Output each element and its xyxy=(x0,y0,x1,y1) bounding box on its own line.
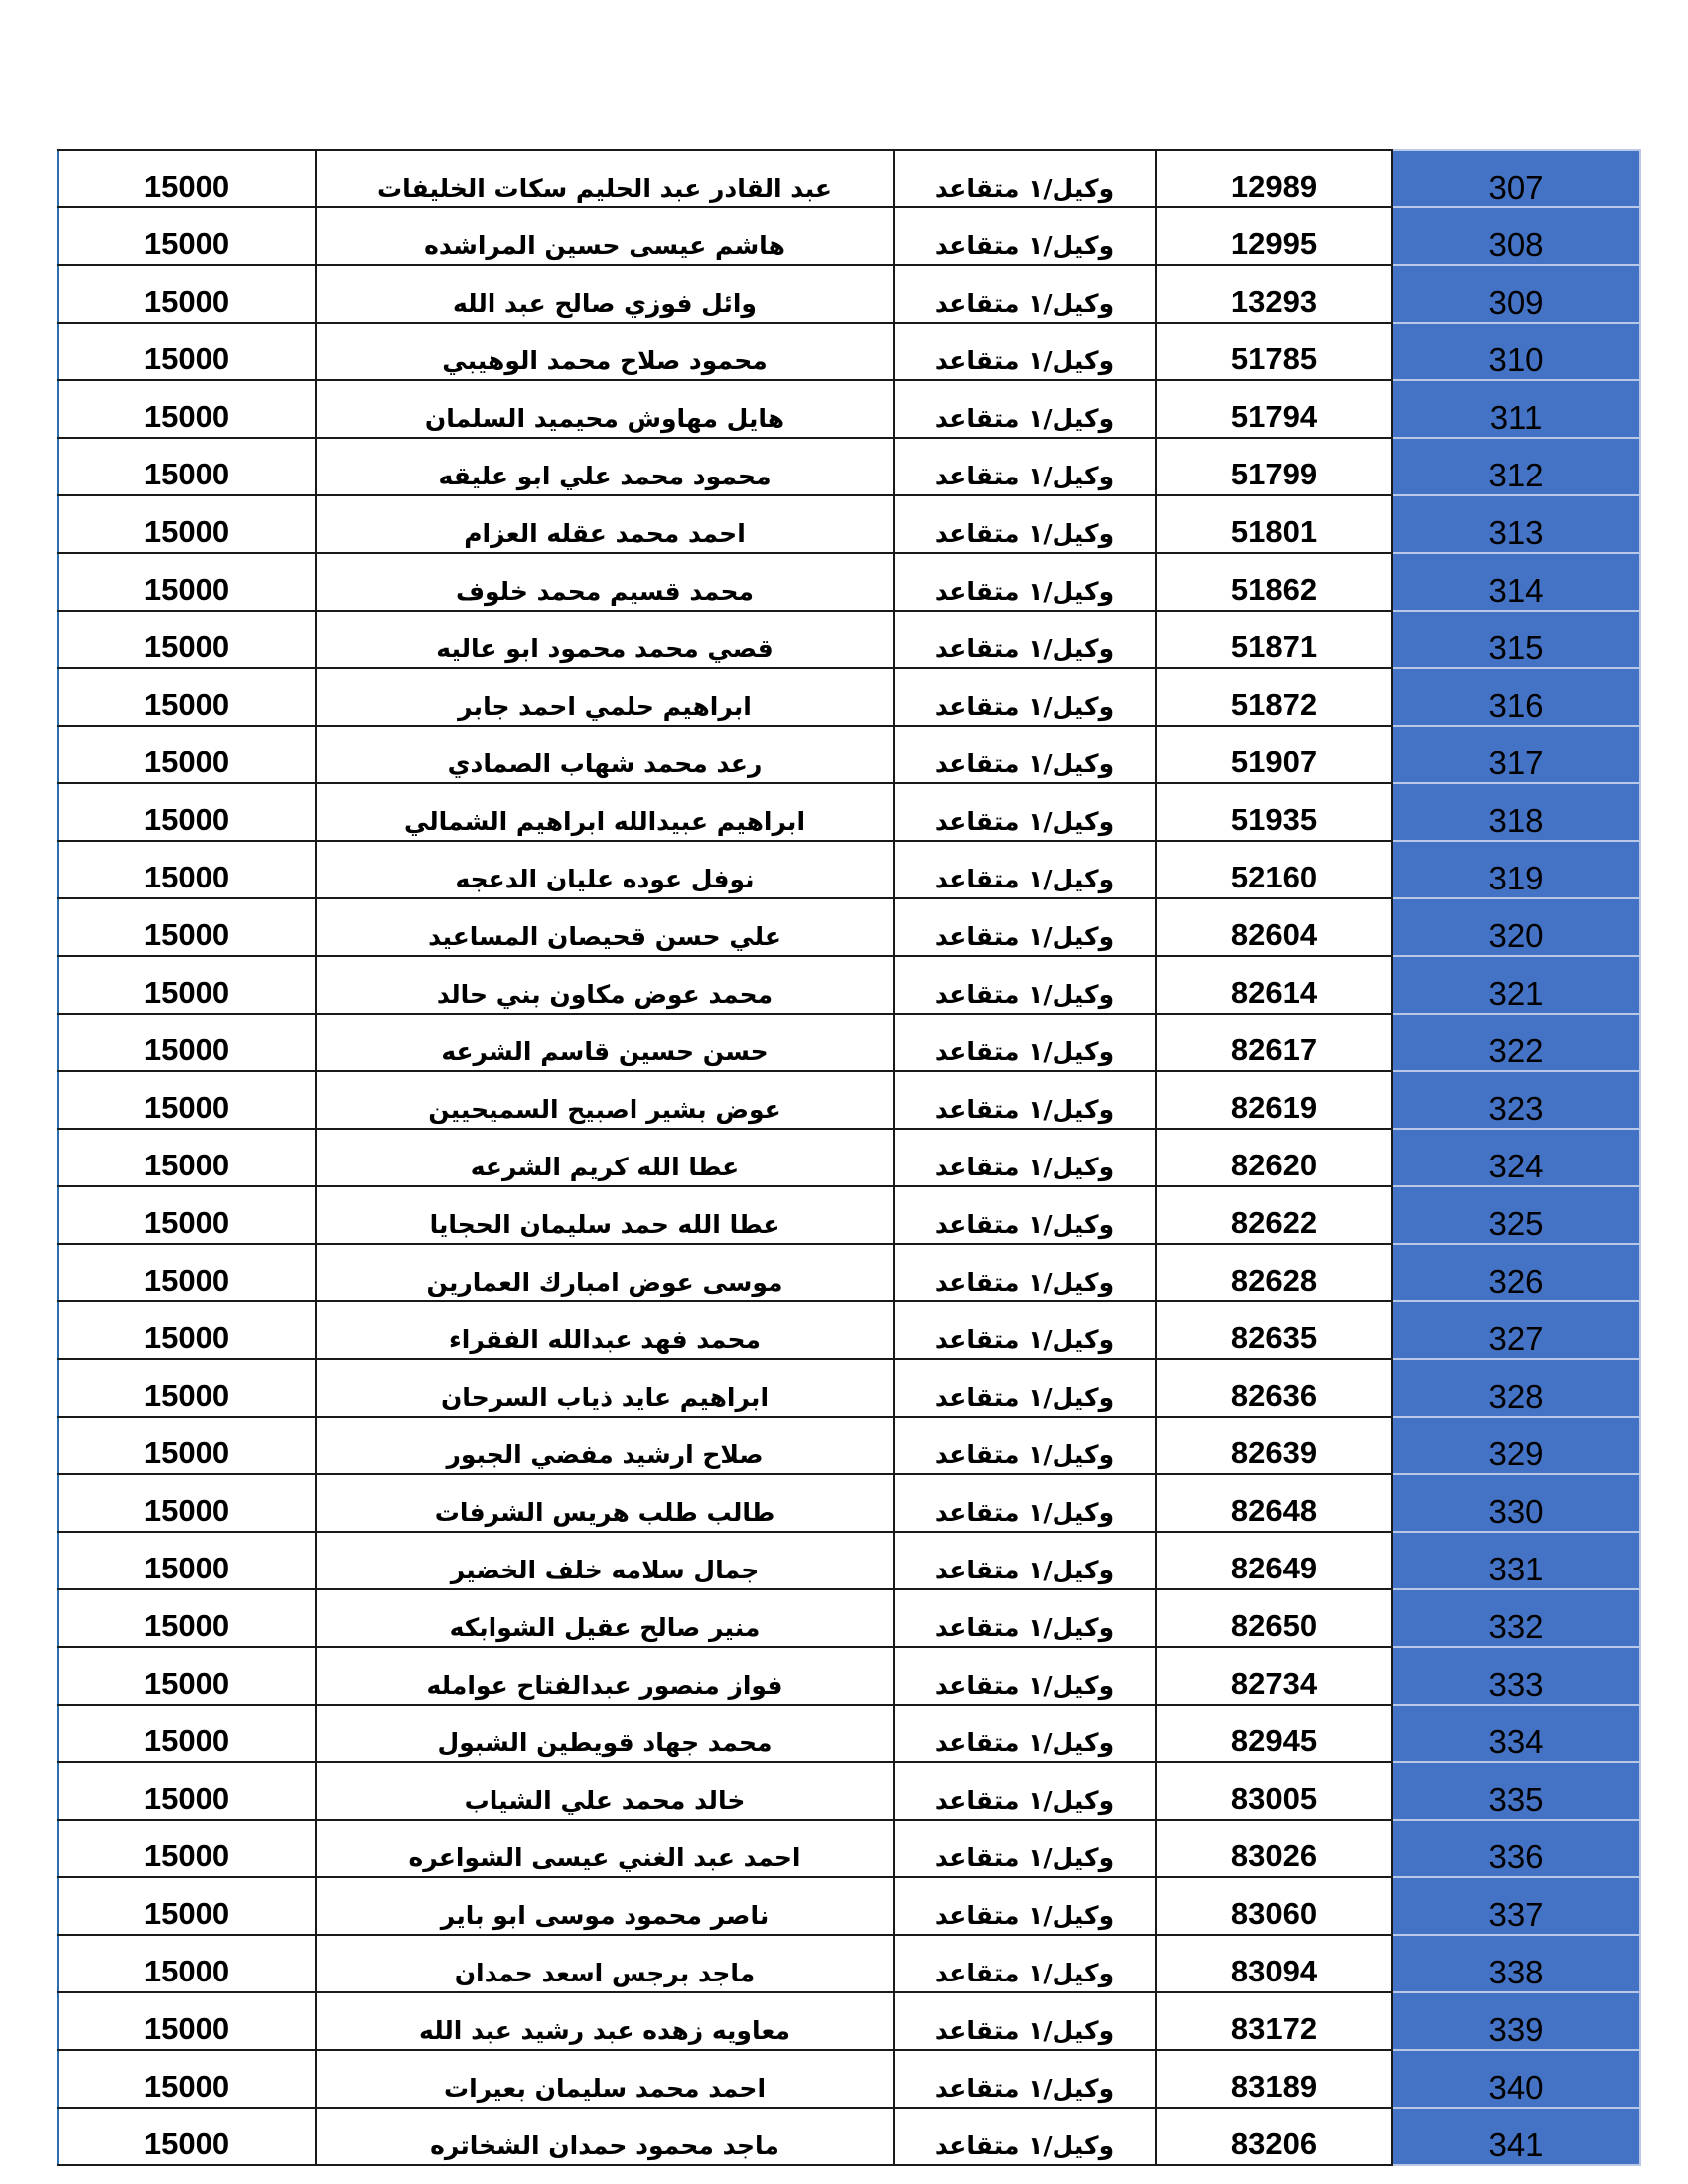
name-cell: موسى عوض امبارك العمارين xyxy=(316,1244,894,1301)
sequence-number-cell: 313 xyxy=(1392,495,1640,553)
rank-cell: وكيل/١ متقاعد xyxy=(894,1877,1156,1935)
sequence-number-cell: 320 xyxy=(1392,898,1640,956)
name-cell: ناصر محمود موسى ابو باير xyxy=(316,1877,894,1935)
name-cell: وائل فوزي صالح عبد الله xyxy=(316,265,894,323)
rank-cell: وكيل/١ متقاعد xyxy=(894,1071,1156,1129)
sequence-number-cell: 307 xyxy=(1392,150,1640,207)
amount-cell: 15000 xyxy=(58,150,316,207)
name-cell: عوض بشير اصبيح السميحيين xyxy=(316,1071,894,1129)
name-cell: محمد عوض مكاون بني حالد xyxy=(316,956,894,1014)
sequence-number-cell: 337 xyxy=(1392,1877,1640,1935)
sequence-number-cell: 319 xyxy=(1392,841,1640,898)
rank-cell: وكيل/١ متقاعد xyxy=(894,1474,1156,1532)
rank-cell: وكيل/١ متقاعد xyxy=(894,1244,1156,1301)
id-number-cell: 83005 xyxy=(1156,1762,1392,1820)
id-number-cell: 83189 xyxy=(1156,2050,1392,2108)
amount-cell: 15000 xyxy=(58,1877,316,1935)
rank-cell: وكيل/١ متقاعد xyxy=(894,1301,1156,1359)
table-row xyxy=(58,1071,1640,1129)
table-row xyxy=(58,207,1640,265)
sequence-number-cell: 324 xyxy=(1392,1129,1640,1186)
id-number-cell: 51907 xyxy=(1156,726,1392,783)
sequence-number-cell: 339 xyxy=(1392,1992,1640,2050)
sequence-number-cell: 323 xyxy=(1392,1071,1640,1129)
rank-cell: وكيل/١ متقاعد xyxy=(894,1820,1156,1877)
rank-cell: وكيل/١ متقاعد xyxy=(894,438,1156,495)
amount-cell: 15000 xyxy=(58,323,316,380)
id-number-cell: 82650 xyxy=(1156,1589,1392,1647)
table-row xyxy=(58,1935,1640,1992)
name-cell: احمد عبد الغني عيسى الشواعره xyxy=(316,1820,894,1877)
table-row xyxy=(58,553,1640,611)
table-row xyxy=(58,1589,1640,1647)
name-cell: ماجد برجس اسعد حمدان xyxy=(316,1935,894,1992)
id-number-cell: 82648 xyxy=(1156,1474,1392,1532)
id-number-cell: 52160 xyxy=(1156,841,1392,898)
sequence-number-cell: 317 xyxy=(1392,726,1640,783)
sequence-number-cell: 316 xyxy=(1392,668,1640,726)
id-number-cell: 82639 xyxy=(1156,1417,1392,1474)
table-row xyxy=(58,1877,1640,1935)
table-row xyxy=(58,265,1640,323)
name-cell: خالد محمد علي الشياب xyxy=(316,1762,894,1820)
id-number-cell: 82604 xyxy=(1156,898,1392,956)
sequence-number-cell: 321 xyxy=(1392,956,1640,1014)
rank-cell: وكيل/١ متقاعد xyxy=(894,1647,1156,1705)
amount-cell: 15000 xyxy=(58,1589,316,1647)
id-number-cell: 83026 xyxy=(1156,1820,1392,1877)
amount-cell: 15000 xyxy=(58,611,316,668)
id-number-cell: 83172 xyxy=(1156,1992,1392,2050)
table-row xyxy=(58,2050,1640,2108)
name-cell: محمود محمد علي ابو عليقه xyxy=(316,438,894,495)
table-row xyxy=(58,783,1640,841)
amount-cell: 15000 xyxy=(58,1762,316,1820)
amount-cell: 15000 xyxy=(58,1301,316,1359)
name-cell: عطا الله كريم الشرعه xyxy=(316,1129,894,1186)
name-cell: محمد قسيم محمد خلوف xyxy=(316,553,894,611)
table-row xyxy=(58,1532,1640,1589)
rank-cell: وكيل/١ متقاعد xyxy=(894,2108,1156,2165)
sequence-number-cell: 328 xyxy=(1392,1359,1640,1417)
name-cell: جمال سلامه خلف الخضير xyxy=(316,1532,894,1589)
id-number-cell: 83060 xyxy=(1156,1877,1392,1935)
amount-cell: 15000 xyxy=(58,956,316,1014)
sequence-number-cell: 329 xyxy=(1392,1417,1640,1474)
id-number-cell: 51794 xyxy=(1156,380,1392,438)
id-number-cell: 82622 xyxy=(1156,1186,1392,1244)
id-number-cell: 83094 xyxy=(1156,1935,1392,1992)
amount-cell: 15000 xyxy=(58,1014,316,1071)
amount-cell: 15000 xyxy=(58,1992,316,2050)
amount-cell: 15000 xyxy=(58,553,316,611)
name-cell: صلاح ارشيد مفضي الجبور xyxy=(316,1417,894,1474)
amount-cell: 15000 xyxy=(58,1647,316,1705)
rank-cell: وكيل/١ متقاعد xyxy=(894,726,1156,783)
amount-cell: 15000 xyxy=(58,1935,316,1992)
table-row xyxy=(58,726,1640,783)
table-row xyxy=(58,1762,1640,1820)
rank-cell: وكيل/١ متقاعد xyxy=(894,1935,1156,1992)
name-cell: حسن حسين قاسم الشرعه xyxy=(316,1014,894,1071)
sequence-number-cell: 335 xyxy=(1392,1762,1640,1820)
sequence-number-cell: 326 xyxy=(1392,1244,1640,1301)
amount-cell: 15000 xyxy=(58,380,316,438)
rank-cell: وكيل/١ متقاعد xyxy=(894,1705,1156,1762)
name-cell: علي حسن قحيصان المساعيد xyxy=(316,898,894,956)
rank-cell: وكيل/١ متقاعد xyxy=(894,898,1156,956)
table-row xyxy=(58,1474,1640,1532)
id-number-cell: 82945 xyxy=(1156,1705,1392,1762)
name-cell: طالب طلب هريس الشرفات xyxy=(316,1474,894,1532)
rank-cell: وكيل/١ متقاعد xyxy=(894,1417,1156,1474)
rank-cell: وكيل/١ متقاعد xyxy=(894,1532,1156,1589)
sequence-number-cell: 341 xyxy=(1392,2108,1640,2165)
sequence-number-cell: 331 xyxy=(1392,1532,1640,1589)
name-cell: ماجد محمود حمدان الشخاتره xyxy=(316,2108,894,2165)
name-cell: احمد محمد سليمان بعيرات xyxy=(316,2050,894,2108)
table-row xyxy=(58,841,1640,898)
rank-cell: وكيل/١ متقاعد xyxy=(894,265,1156,323)
amount-cell: 15000 xyxy=(58,1820,316,1877)
amount-cell: 15000 xyxy=(58,668,316,726)
sequence-number-cell: 330 xyxy=(1392,1474,1640,1532)
amount-cell: 15000 xyxy=(58,1359,316,1417)
sequence-number-cell: 309 xyxy=(1392,265,1640,323)
id-number-cell: 82636 xyxy=(1156,1359,1392,1417)
sequence-number-cell: 311 xyxy=(1392,380,1640,438)
name-cell: عطا الله حمد سليمان الحجايا xyxy=(316,1186,894,1244)
id-number-cell: 12995 xyxy=(1156,207,1392,265)
sequence-number-cell: 325 xyxy=(1392,1186,1640,1244)
amount-cell: 15000 xyxy=(58,841,316,898)
id-number-cell: 51862 xyxy=(1156,553,1392,611)
table-row xyxy=(58,668,1640,726)
rank-cell: وكيل/١ متقاعد xyxy=(894,1129,1156,1186)
id-number-cell: 51871 xyxy=(1156,611,1392,668)
id-number-cell: 82649 xyxy=(1156,1532,1392,1589)
id-number-cell: 51872 xyxy=(1156,668,1392,726)
roster-table xyxy=(57,149,1641,2166)
rank-cell: وكيل/١ متقاعد xyxy=(894,323,1156,380)
id-number-cell: 82635 xyxy=(1156,1301,1392,1359)
table-row xyxy=(58,150,1640,207)
amount-cell: 15000 xyxy=(58,495,316,553)
sequence-number-cell: 340 xyxy=(1392,2050,1640,2108)
name-cell: نوفل عوده عليان الدعجه xyxy=(316,841,894,898)
rank-cell: وكيل/١ متقاعد xyxy=(894,1762,1156,1820)
roster-sheet xyxy=(57,149,1635,2166)
name-cell: فواز منصور عبدالفتاح عوامله xyxy=(316,1647,894,1705)
name-cell: ابراهيم عبيدالله ابراهيم الشمالي xyxy=(316,783,894,841)
table-row xyxy=(58,323,1640,380)
sequence-number-cell: 322 xyxy=(1392,1014,1640,1071)
name-cell: منير صالح عقيل الشوابكه xyxy=(316,1589,894,1647)
rank-cell: وكيل/١ متقاعد xyxy=(894,150,1156,207)
name-cell: عبد القادر عبد الحليم سكات الخليفات xyxy=(316,150,894,207)
id-number-cell: 82628 xyxy=(1156,1244,1392,1301)
rank-cell: وكيل/١ متقاعد xyxy=(894,841,1156,898)
name-cell: احمد محمد عقله العزام xyxy=(316,495,894,553)
rank-cell: وكيل/١ متقاعد xyxy=(894,1014,1156,1071)
amount-cell: 15000 xyxy=(58,1417,316,1474)
id-number-cell: 13293 xyxy=(1156,265,1392,323)
table-row xyxy=(58,380,1640,438)
amount-cell: 15000 xyxy=(58,1129,316,1186)
amount-cell: 15000 xyxy=(58,726,316,783)
table-row xyxy=(58,1705,1640,1762)
rank-cell: وكيل/١ متقاعد xyxy=(894,207,1156,265)
name-cell: هاشم عيسى حسين المراشده xyxy=(316,207,894,265)
name-cell: هايل مهاوش محيميد السلمان xyxy=(316,380,894,438)
sequence-number-cell: 327 xyxy=(1392,1301,1640,1359)
amount-cell: 15000 xyxy=(58,1474,316,1532)
rank-cell: وكيل/١ متقاعد xyxy=(894,783,1156,841)
table-row xyxy=(58,495,1640,553)
id-number-cell: 51935 xyxy=(1156,783,1392,841)
table-row xyxy=(58,1417,1640,1474)
id-number-cell: 51801 xyxy=(1156,495,1392,553)
amount-cell: 15000 xyxy=(58,1186,316,1244)
amount-cell: 15000 xyxy=(58,207,316,265)
table-row xyxy=(58,1301,1640,1359)
name-cell: رعد محمد شهاب الصمادي xyxy=(316,726,894,783)
amount-cell: 15000 xyxy=(58,2050,316,2108)
table-row xyxy=(58,1820,1640,1877)
rank-cell: وكيل/١ متقاعد xyxy=(894,553,1156,611)
id-number-cell: 51799 xyxy=(1156,438,1392,495)
id-number-cell: 51785 xyxy=(1156,323,1392,380)
amount-cell: 15000 xyxy=(58,1705,316,1762)
amount-cell: 15000 xyxy=(58,438,316,495)
id-number-cell: 82617 xyxy=(1156,1014,1392,1071)
table-row xyxy=(58,1244,1640,1301)
rank-cell: وكيل/١ متقاعد xyxy=(894,2050,1156,2108)
amount-cell: 15000 xyxy=(58,898,316,956)
id-number-cell: 82614 xyxy=(1156,956,1392,1014)
id-number-cell: 82734 xyxy=(1156,1647,1392,1705)
name-cell: ابراهيم حلمي احمد جابر xyxy=(316,668,894,726)
table-row xyxy=(58,2108,1640,2165)
sequence-number-cell: 338 xyxy=(1392,1935,1640,1992)
table-row xyxy=(58,1186,1640,1244)
roster-table-body xyxy=(58,150,1640,2165)
rank-cell: وكيل/١ متقاعد xyxy=(894,1359,1156,1417)
name-cell: محمد جهاد قويطين الشبول xyxy=(316,1705,894,1762)
table-row xyxy=(58,1992,1640,2050)
sequence-number-cell: 314 xyxy=(1392,553,1640,611)
id-number-cell: 12989 xyxy=(1156,150,1392,207)
sequence-number-cell: 334 xyxy=(1392,1705,1640,1762)
sequence-number-cell: 332 xyxy=(1392,1589,1640,1647)
name-cell: محمود صلاح محمد الوهيبي xyxy=(316,323,894,380)
rank-cell: وكيل/١ متقاعد xyxy=(894,1186,1156,1244)
rank-cell: وكيل/١ متقاعد xyxy=(894,611,1156,668)
table-row xyxy=(58,1647,1640,1705)
rank-cell: وكيل/١ متقاعد xyxy=(894,1589,1156,1647)
rank-cell: وكيل/١ متقاعد xyxy=(894,1992,1156,2050)
sequence-number-cell: 333 xyxy=(1392,1647,1640,1705)
name-cell: ابراهيم عايد ذياب السرحان xyxy=(316,1359,894,1417)
name-cell: معاويه زهده عبد رشيد عبد الله xyxy=(316,1992,894,2050)
name-cell: محمد فهد عبدالله الفقراء xyxy=(316,1301,894,1359)
amount-cell: 15000 xyxy=(58,1532,316,1589)
id-number-cell: 83206 xyxy=(1156,2108,1392,2165)
amount-cell: 15000 xyxy=(58,783,316,841)
amount-cell: 15000 xyxy=(58,1071,316,1129)
name-cell: قصي محمد محمود ابو عاليه xyxy=(316,611,894,668)
sequence-number-cell: 336 xyxy=(1392,1820,1640,1877)
sequence-number-cell: 312 xyxy=(1392,438,1640,495)
table-row xyxy=(58,1129,1640,1186)
id-number-cell: 82619 xyxy=(1156,1071,1392,1129)
rank-cell: وكيل/١ متقاعد xyxy=(894,956,1156,1014)
table-row xyxy=(58,1014,1640,1071)
table-row xyxy=(58,898,1640,956)
table-row xyxy=(58,438,1640,495)
table-row xyxy=(58,1359,1640,1417)
sequence-number-cell: 318 xyxy=(1392,783,1640,841)
amount-cell: 15000 xyxy=(58,2108,316,2165)
amount-cell: 15000 xyxy=(58,1244,316,1301)
table-row xyxy=(58,956,1640,1014)
sequence-number-cell: 310 xyxy=(1392,323,1640,380)
sequence-number-cell: 315 xyxy=(1392,611,1640,668)
rank-cell: وكيل/١ متقاعد xyxy=(894,495,1156,553)
table-row xyxy=(58,611,1640,668)
id-number-cell: 82620 xyxy=(1156,1129,1392,1186)
rank-cell: وكيل/١ متقاعد xyxy=(894,668,1156,726)
sequence-number-cell: 308 xyxy=(1392,207,1640,265)
rank-cell: وكيل/١ متقاعد xyxy=(894,380,1156,438)
amount-cell: 15000 xyxy=(58,265,316,323)
